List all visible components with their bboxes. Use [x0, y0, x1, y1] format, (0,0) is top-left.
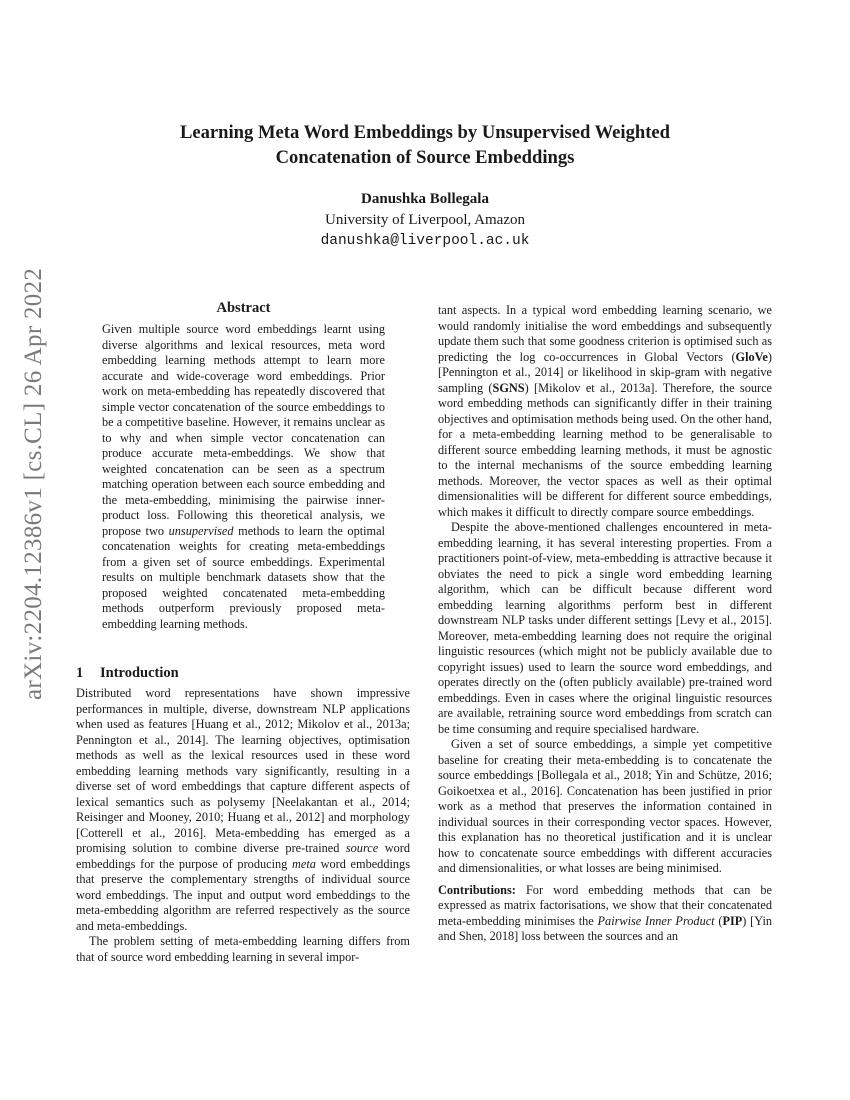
title-line-1: Learning Meta Word Embeddings by Unsupervised Weighted — [179, 122, 671, 143]
author-email[interactable]: danushka@liverpool.ac.uk — [320, 233, 530, 249]
right-paragraph-1: tant aspects. In a typical word embedding learning scenario, we would randomly initialise the word embeddings and subsequently update them such that some goodness criterion is optimised such as predicting the log co-occurrences in Global Vectors (GloVe) [Pennington et al., 2014] or likelihood in skip-gram with negative sampling (SGNS) [Mikolov et al., 2013a]. Therefore, the source word embedding methods can significantly differ in their training objectives and optimisation methods being used. On the other hand, for a meta-embedding learning method to be generalisable to different source embedding learning methods, it must be agnostic to the internal mechanisms of the source embedding learning methods. Moreover, the vector spaces as well as their optimal dimensionalities will be different for different source embeddings, which makes it difficult to directly compare source embeddings. — [438, 303, 773, 519]
title-line-2: Concatenation of Source Embeddings — [275, 147, 575, 168]
abstract-body — [102, 322, 385, 632]
abstract-heading: Abstract — [216, 300, 271, 316]
contributions-paragraph: Contributions: For word embedding methods that can be expressed as matrix factorisations, we show that their concatenated meta-embedding minimises the Pairwise Inner Product (PIP) [Yin and Shen, 2018] loss between the sources and an — [438, 882, 773, 943]
author-name: Danushka Bollegala — [361, 191, 489, 207]
intro-paragraph-2: The problem setting of meta-embedding learning differs from that of source word embedding learning in several impor- — [76, 934, 410, 964]
intro-paragraph-1: Distributed word representations have shown impressive performances in multiple, diverse, downstream NLP applications when used as features [Huang et al., 2012; Mikolov et al., 2013a; Pennington et al., 2014]. The learning objectives, optimisation methods as well as the lexical resources used in these word embedding learning methods vary significantly, resulting in a diverse set of word embeddings that capture different aspects of lexical semantics such as polysemy [Neelakantan et al., 2014; Reisinger and Mooney, 2010; Huang et al., 2012] and morphology [Cotterell et al., 2016]. Meta-embedding has emerged as a promising solution to combine diverse pre-trained source word embeddings for the purpose of producing meta word embeddings that preserve the complementary strengths of individual source word embeddings. The input and output word embeddings to the meta-embedding algorithm are referred respectively as the source and meta-embeddings. — [76, 686, 410, 933]
section-heading-introduction — [76, 665, 179, 682]
contributions-label: Contributions: — [438, 882, 516, 897]
abstract-paragraph: Given multiple source word embeddings learnt using diverse algorithms and lexical resources, meta word embedding learning methods attempt to learn more accurate and wide-coverage word embeddings. Prior work on meta-embedding has repeatedly discovered that simple vector concatenation of the source embeddings to be a competitive baseline. However, it remains unclear as to why and when simple vector concatenation can produce accurate meta-embeddings. We show that weighted concatenation can be seen as a spectrum matching operation between each source embedding and the meta-embedding, minimising the pairwise inner-product loss. Following this theoretical analysis, we propose two unsupervised methods to learn the optimal concatenation weights for creating meta-embeddings from a given set of source embeddings. Experimental results on multiple benchmark datasets show that the proposed weighted concatenated meta-embedding methods outperform previously proposed meta-embedding learning methods. — [102, 322, 386, 631]
paper-title — [100, 120, 750, 170]
right-paragraph-2: Despite the above-mentioned challenges encountered in meta-embedding learning, it has several interesting properties. From a practitioners point-of-view, meta-embedding is attractive because it obviates the need to pick a single word embedding learning algorithm, which can be difficult because different word embedding learning algorithms perform best in different downstream NLP tasks under different settings [Levy et al., 2015]. Moreover, meta-embedding learning does not require the original linguistic resources (which might not be publicly available due to copyright issues) used to learn the source word embeddings, and operates directly on the (often publicly available) pre-trained word embeddings. Even in cases where the original linguistic resources are available, retraining source word embeddings from scratch can be time consuming and require specialised hardware. — [438, 520, 772, 736]
section-title: Introduction — [100, 665, 179, 681]
right-column-body — [438, 303, 772, 945]
right-paragraph-3: Given a set of source embeddings, a simple yet competitive baseline for creating their meta-embedding is to concatenate the source embeddings [Bollegala et al., 2018; Yin and Schütze, 2016; Goikoetxea et al., 2016]. Concatenation has been justified in prior work as a method that preserves the information contained in individual sources in their corresponding vector spaces. However, this explanation has no theoretical justification and it is unclear how to concatenate source embeddings with different accuracies and dimensionalities, or what losses are being minimised. — [438, 737, 772, 875]
author-affiliation: University of Liverpool, Amazon — [325, 212, 525, 228]
introduction-body — [76, 686, 410, 965]
arxiv-identifier: arXiv:2204.12386v1 [cs.CL] 26 Apr 2022 — [20, 267, 47, 700]
section-number: 1 — [76, 665, 84, 681]
